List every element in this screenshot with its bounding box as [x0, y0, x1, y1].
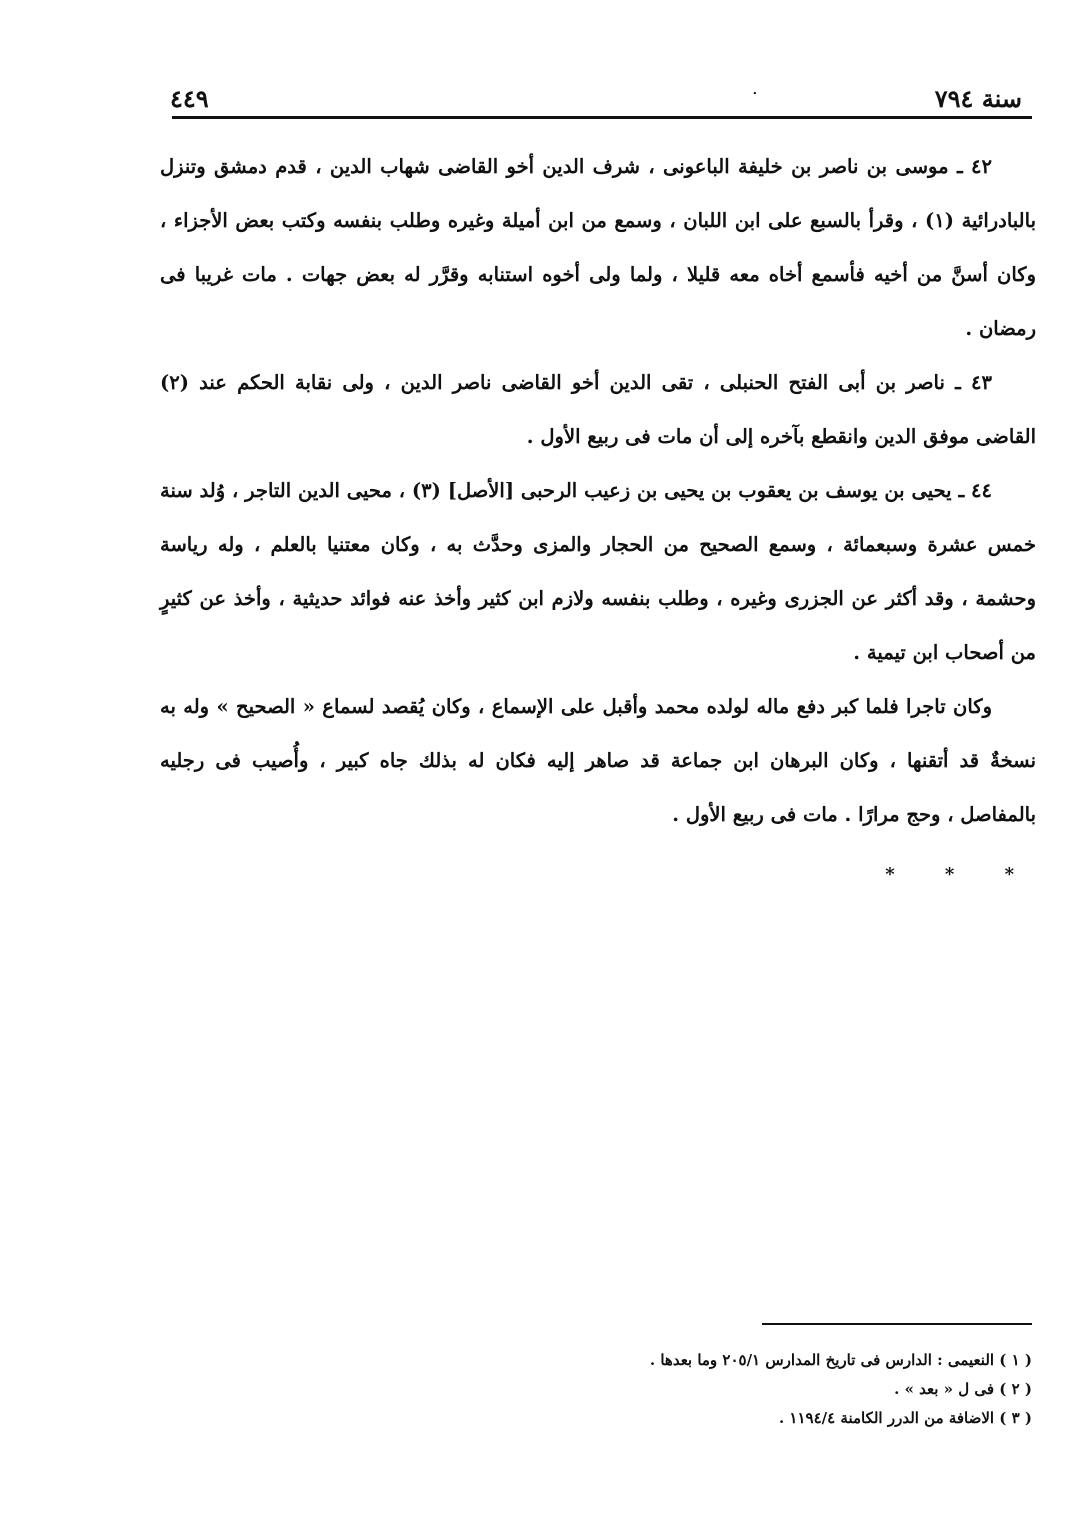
- running-header: [170, 78, 1032, 118]
- footnote-3: ( ٣ ) الاضافة من الدرر الكامنة ١١٩٤/٤ .: [778, 1409, 1032, 1427]
- footnotes: [332, 1346, 1032, 1433]
- footnote-2: ( ٢ ) فى ل « بعد » .: [894, 1380, 1032, 1398]
- header-year: سنة ٧٩٤: [934, 84, 1022, 113]
- header-dot: .: [752, 78, 758, 99]
- entry-43: ٤٣ ـ ناصر بن أبى الفتح الحنبلى ، تقى الدين أخو القاضى ناصر الدين ، ولى نقابة الحكم عند (٢) القاضى موفق الدين وانقطع بآخره إلى أن مات فى ربيع الأول .: [160, 371, 1036, 448]
- footnote-1: ( ١ ) النعيمى : الدارس فى تاريخ المدارس ٢٠٥/١ وما بعدها .: [649, 1351, 1032, 1369]
- header-rule: [172, 116, 1032, 119]
- footnote-rule: [762, 1323, 1032, 1325]
- entry-44-continued: وكان تاجرا فلما كبر دفع ماله لولده محمد وأقبل على الإسماع ، وكان يُقصد لسماع « الصحيح » وله به نسخةٌ قد أتقنها ، وكان البرهان ابن جماعة قد صاهر إليه فكان له بذلك جاه كبير ، وأُصيب فى رجليه بالمفاصل ، وحج مرارًا . مات فى ربيع الأول .: [160, 695, 1036, 826]
- entry-44: ٤٤ ـ يحيى بن يوسف بن يعقوب بن يحيى بن زعيب الرحبى [الأصل] (٣) ، محيى الدين التاجر ، وُلد سنة خمس عشرة وسبعمائة ، وسمع الصحيح من الحجار والمزى وحدَّث به ، وكان معتنيا بالعلم ، وله رياسة وحشمة ، وقد أكثر عن الجزرى وغيره ، وطلب بنفسه ولازم ابن كثير وأخذ عنه فوائد حديثية ، وأخذ عن كثيرٍ من أصحاب ابن تيمية .: [160, 479, 1036, 664]
- page-number: ٤٤٩: [170, 84, 209, 113]
- entry-42: ٤٢ ـ موسى بن ناصر بن خليفة الباعونى ، شرف الدين أخو القاضى شهاب الدين ، قدم دمشق وتنزل بالبادرائية (١) ، وقرأ بالسبع على ابن اللبان ، وسمع من ابن أميلة وغيره وطلب بنفسه وكتب بعض الأجزاء ، وكان أسنَّ من أخيه فأسمع أخاه معه قليلا ، ولما ولى أخوه استنابه وقرَّر له بعض جهات . مات غريبا فى رمضان .: [160, 155, 1036, 340]
- section-separator: * * *: [885, 864, 1036, 885]
- main-text: [160, 140, 1036, 902]
